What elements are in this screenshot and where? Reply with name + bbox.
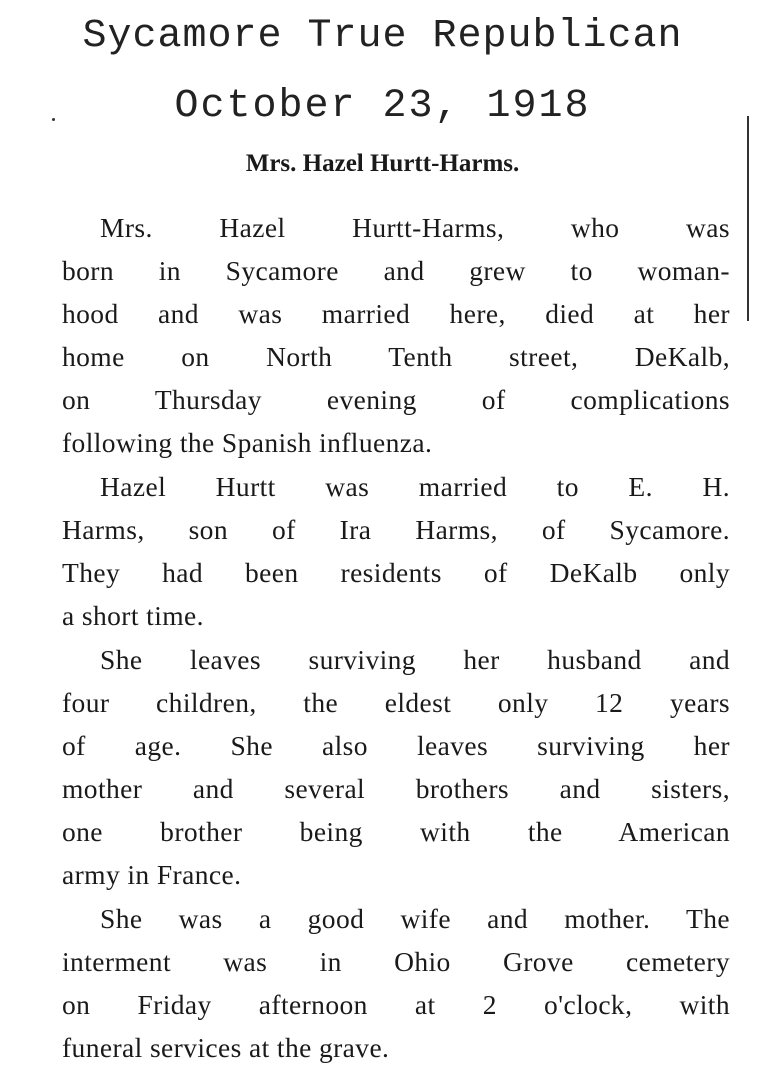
article-paragraph xyxy=(62,206,730,464)
article-line: hood and was married here, died at her xyxy=(62,298,730,329)
article-paragraph xyxy=(62,638,730,896)
article-body xyxy=(62,206,730,1069)
article-line: a short time. xyxy=(62,600,204,631)
article-line: one brother being with the American xyxy=(62,816,730,847)
article-line: funeral services at the grave. xyxy=(62,1032,390,1063)
article-line: Hazel Hurtt was married to E. H. xyxy=(100,471,730,502)
article-line: on Friday afternoon at 2 o'clock, with xyxy=(62,989,730,1020)
article-line: four children, the eldest only 12 years xyxy=(62,687,730,718)
article-line: home on North Tenth street, DeKalb, xyxy=(62,341,730,372)
article-line: Harms, son of Ira Harms, of Sycamore. xyxy=(62,514,730,545)
article-paragraph xyxy=(62,897,730,1069)
article-line: born in Sycamore and grew to woman- xyxy=(62,255,730,286)
publication-name: Sycamore True Republican xyxy=(82,14,683,59)
column-rule xyxy=(747,116,749,321)
article-line: of age. She also leaves surviving her xyxy=(62,730,730,761)
article-line: She leaves surviving her husband and xyxy=(100,644,730,675)
article-title: Mrs. Hazel Hurtt-Harms. xyxy=(245,150,520,177)
article-line: mother and several brothers and sisters, xyxy=(62,773,730,804)
article-paragraph xyxy=(62,465,730,637)
article-line: army in France. xyxy=(62,859,242,890)
article-line: on Thursday evening of complications xyxy=(62,384,730,415)
publication-date: October 23, 1918 xyxy=(174,84,591,129)
article-line: She was a good wife and mother. The xyxy=(100,903,730,934)
article-line: They had been residents of DeKalb only xyxy=(62,557,730,588)
article-line: interment was in Ohio Grove cemetery xyxy=(62,946,730,977)
article-line: Mrs. Hazel Hurtt-Harms, who was xyxy=(100,212,730,243)
article-line: following the Spanish influenza. xyxy=(62,427,433,458)
scan-speck xyxy=(52,118,55,121)
